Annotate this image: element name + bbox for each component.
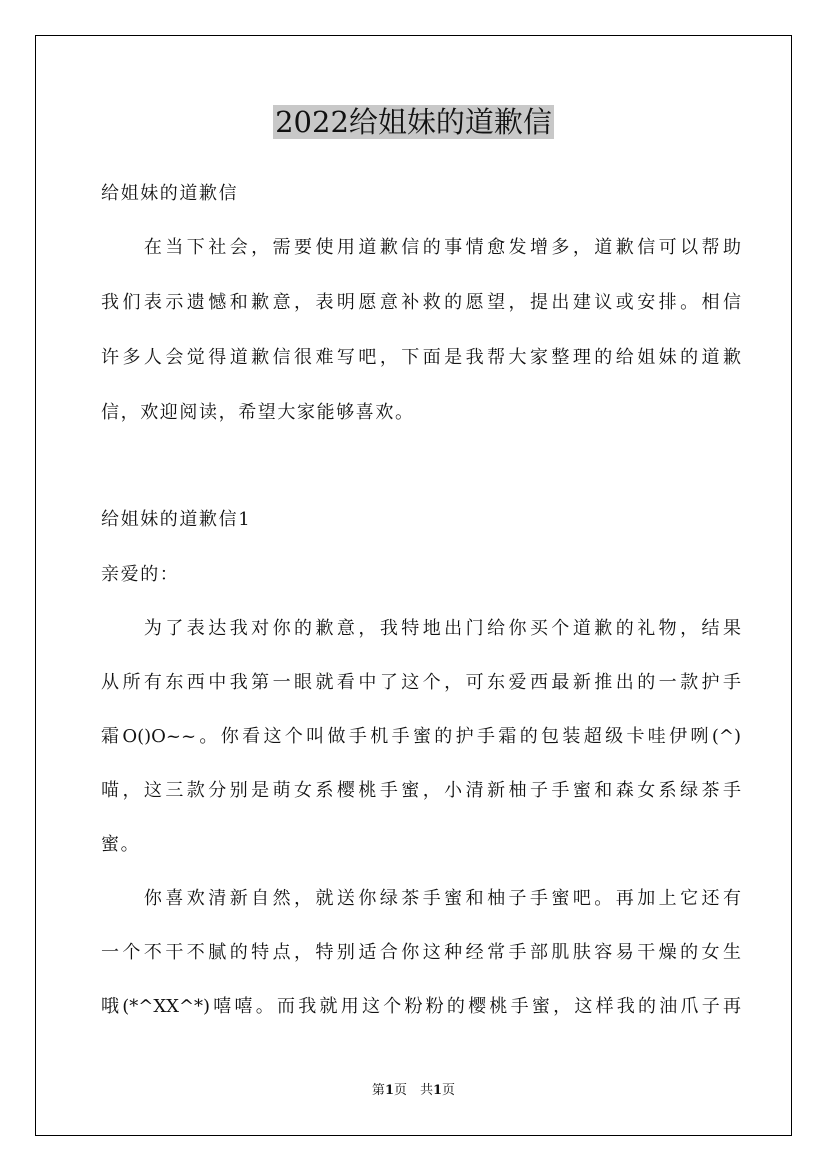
footer-suffix: 页 <box>442 1083 456 1098</box>
intro-line-3: 许多人会觉得道歉信很难写吧，下面是我帮大家整理的给姐妹的道歉 <box>101 347 741 368</box>
para2-line-1: 你喜欢清新自然，就送你绿茶手蜜和柚子手蜜吧。再加上它还有 <box>101 888 741 909</box>
section-heading: 给姐妹的道歉信1 <box>101 509 252 530</box>
para1-line-1: 为了表达我对你的歉意，我特地出门给你买个道歉的礼物，结果 <box>101 618 741 639</box>
document-title <box>0 100 827 144</box>
intro-line-2: 我们表示遗憾和歉意，表明愿意补救的愿望，提出建议或安排。相信 <box>101 292 741 313</box>
para1-line-3: 霜O()O~~。你看这个叫做手机手蜜的护手霜的包装超级卡哇伊咧(^) <box>101 726 741 747</box>
greeting: 亲爱的： <box>101 564 180 585</box>
para1-line-5: 蜜。 <box>101 834 141 855</box>
footer-page-current: 1 <box>384 1083 394 1098</box>
document-title-text: 2022给姐妹的道歉信 <box>275 105 552 139</box>
para2-line-2: 一个不干不腻的特点，特别适合你这种经常手部肌肤容易干燥的女生 <box>101 942 741 963</box>
para1-line-2: 从所有东西中我第一眼就看中了这个，可东爱西最新推出的一款护手 <box>101 672 741 693</box>
footer-page-total: 1 <box>433 1083 443 1098</box>
document-subtitle: 给姐妹的道歉信 <box>101 183 239 204</box>
page-footer <box>0 1082 827 1100</box>
para2-line-3: 哦(*^XX^*)嘻嘻。而我就用这个粉粉的樱桃手蜜，这样我的油爪子再 <box>101 996 741 1017</box>
intro-line-1: 在当下社会，需要使用道歉信的事情愈发增多，道歉信可以帮助 <box>101 237 741 258</box>
intro-line-4: 信，欢迎阅读，希望大家能够喜欢。 <box>101 402 415 423</box>
footer-mid: 页 共 <box>393 1083 433 1098</box>
footer-prefix: 第 <box>371 1083 385 1098</box>
para1-line-4: 喵，这三款分别是萌女系樱桃手蜜，小清新柚子手蜜和森女系绿茶手 <box>101 780 741 801</box>
